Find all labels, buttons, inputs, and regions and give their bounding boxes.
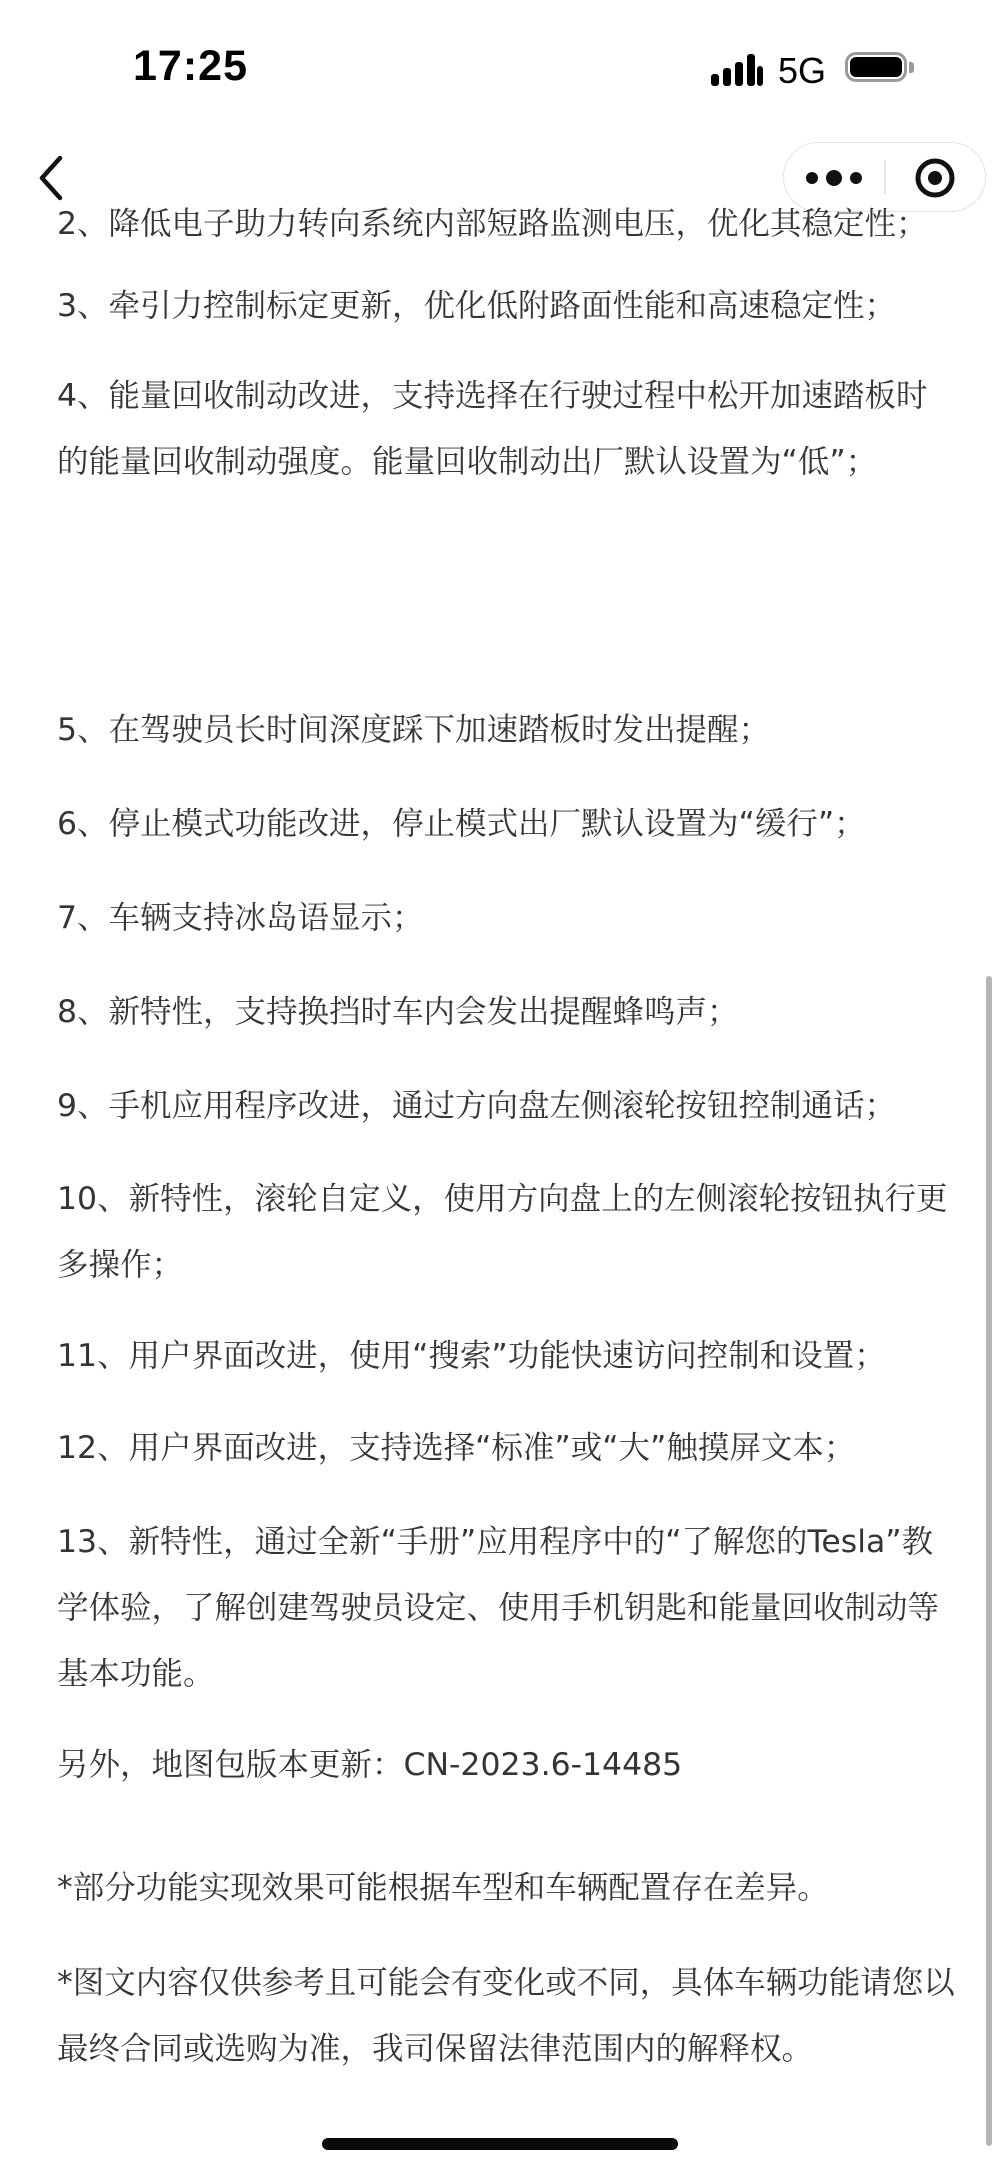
status-bar [0,0,1000,140]
release-note-item: 4、能量回收制动改进，支持选择在行驶过程中松开加速踏板时的能量回收制动强度。能量回收制动出厂默认设置为“低”； [57,378,928,480]
release-note-item: 3、牵引力控制标定更新，优化低附路面性能和高速稳定性； [57,288,897,324]
signal-icon [711,52,765,88]
release-note-item: 9、手机应用程序改进，通过方向盘左侧滚轮按钮控制通话； [57,1088,897,1124]
release-note-item: 8、新特性，支持换挡时车内会发出提醒蜂鸣声； [57,994,739,1030]
disclaimer-note: *部分功能实现效果可能根据车型和车辆配置存在差异。 [57,1870,829,1906]
scrollbar[interactable] [986,976,992,2146]
network-type: 5G [778,50,827,91]
battery-icon [845,52,917,86]
release-note-item: 5、在驾驶员长时间深度踩下加速踏板时发出提醒； [57,712,771,748]
disclaimer-note: *图文内容仅供参考且可能会有变化或不同，具体车辆功能请您以最终合同或选购为准，我司保留法律范围内的解释权。 [57,1965,955,2067]
release-note-item: 12、用户界面改进，支持选择“标准”或“大”触摸屏文本； [57,1430,856,1466]
release-note-item: 13、新特性，通过全新“手册”应用程序中的“了解您的Tesla”教学体验，了解创建驾驶员设定、使用手机钥匙和能量回收制动等基本功能。 [57,1524,940,1692]
release-note-item: 11、用户界面改进，使用“搜索”功能快速访问控制和设置； [57,1338,886,1374]
release-note-item: 7、车辆支持冰岛语显示； [57,900,424,936]
release-note-item: 10、新特性，滚轮自定义，使用方向盘上的左侧滚轮按钮执行更多操作； [57,1181,948,1283]
map-version-note: 另外，地图包版本更新：CN-2023.6-14485 [57,1747,683,1783]
release-note-item: 2、降低电子助力转向系统内部短路监测电压，优化其稳定性； [57,206,928,242]
home-indicator[interactable] [322,2138,678,2150]
release-note-item: 6、停止模式功能改进，停止模式出厂默认设置为“缓行”； [57,806,866,842]
status-time: 17:25 [133,42,248,90]
